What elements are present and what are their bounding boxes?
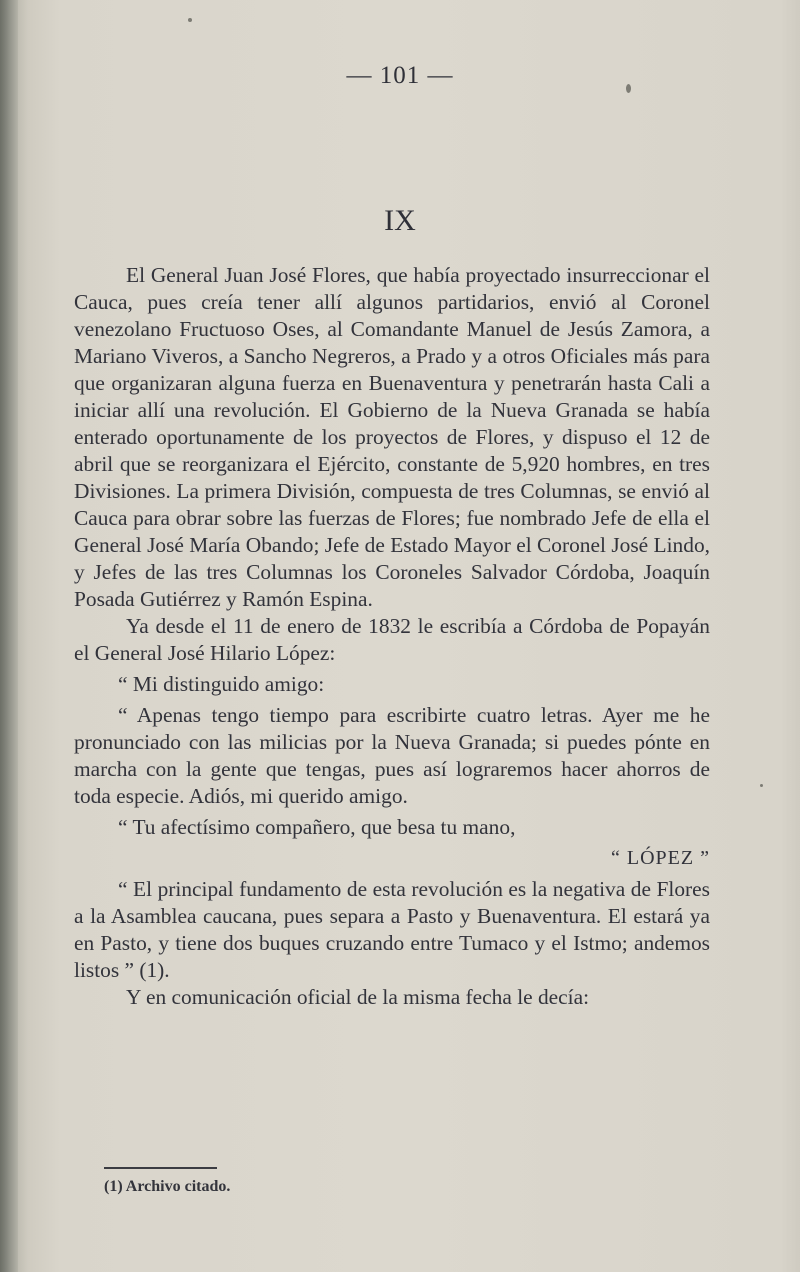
ink-speck bbox=[760, 784, 763, 787]
paragraph-revolution-basis: “ El principal fundamento de esta revolución es la negativa de Flores a la Asamblea caucana, pues separa a Pasto y Buenaventura. El estará ya en Pasto, y tiene dos buques cruzando entre Tumaco y el Istmo; andemos listos ” (1). bbox=[74, 877, 710, 982]
ink-speck bbox=[626, 84, 631, 93]
chapter-heading: IX bbox=[384, 204, 416, 237]
ink-speck bbox=[188, 18, 192, 22]
letter-salutation: “ Mi distinguido amigo: bbox=[118, 672, 325, 696]
paragraph-official-communication: Y en comunicación oficial de la misma fecha le decía: bbox=[126, 985, 590, 1009]
paragraph-flores-insurrection: El General Juan José Flores, que había proyectado insurreccionar el Cauca, pues creía tener allí algunos partidarios, envió al Coronel venezolano Fructuoso Oses, al Comandante Manuel de Jesús Zamora, a Mariano Viveros, a Sancho Negreros, a Prado y a otros Oficiales más para que organizaran alguna fuerza en Buenaventura y penetrarán hasta Cali a iniciar allí una revolución. El Gobierno de la Nueva Granada se había enterado oportunamente de los proyectos de Flores, y dispuso el 12 de abril que se reorganizara el Ejército, constante de 5,920 hombres, en tres Divisiones. La primera División, compuesta de tres Columnas, se envió al Cauca para obrar sobre las fuerzas de Flores; fue nombrado Jefe de ella el General José María Obando; Jefe de Estado Mayor el Coronel José Lindo, y Jefes de las tres Columnas los Coroneles Salvador Córdoba, Joaquín Posada Gutiérrez y Ramón Espina. bbox=[74, 263, 710, 611]
body-text bbox=[74, 262, 710, 1011]
page-number: — 101 — bbox=[346, 62, 454, 89]
spine-shadow bbox=[0, 0, 18, 1272]
letter-body: “ Apenas tengo tiempo para escribirte cuatro letras. Ayer me he pronunciado con las milicias por la Nueva Granada; si puedes pónte en marcha con la gente que tengas, pues así lograremos hacer ahorros de toda especie. Adiós, mi querido amigo. bbox=[74, 703, 710, 808]
paragraph-lopez-letter-intro: Ya desde el 11 de enero de 1832 le escribía a Córdoba de Popayán el General José Hilario López: bbox=[74, 614, 710, 665]
letter-closing: “ Tu afectísimo compañero, que besa tu mano, bbox=[118, 815, 516, 839]
footnote-rule bbox=[104, 1167, 217, 1169]
letter-signature: “ LÓPEZ ” bbox=[611, 847, 710, 869]
footnote: (1) Archivo citado. bbox=[104, 1178, 231, 1195]
